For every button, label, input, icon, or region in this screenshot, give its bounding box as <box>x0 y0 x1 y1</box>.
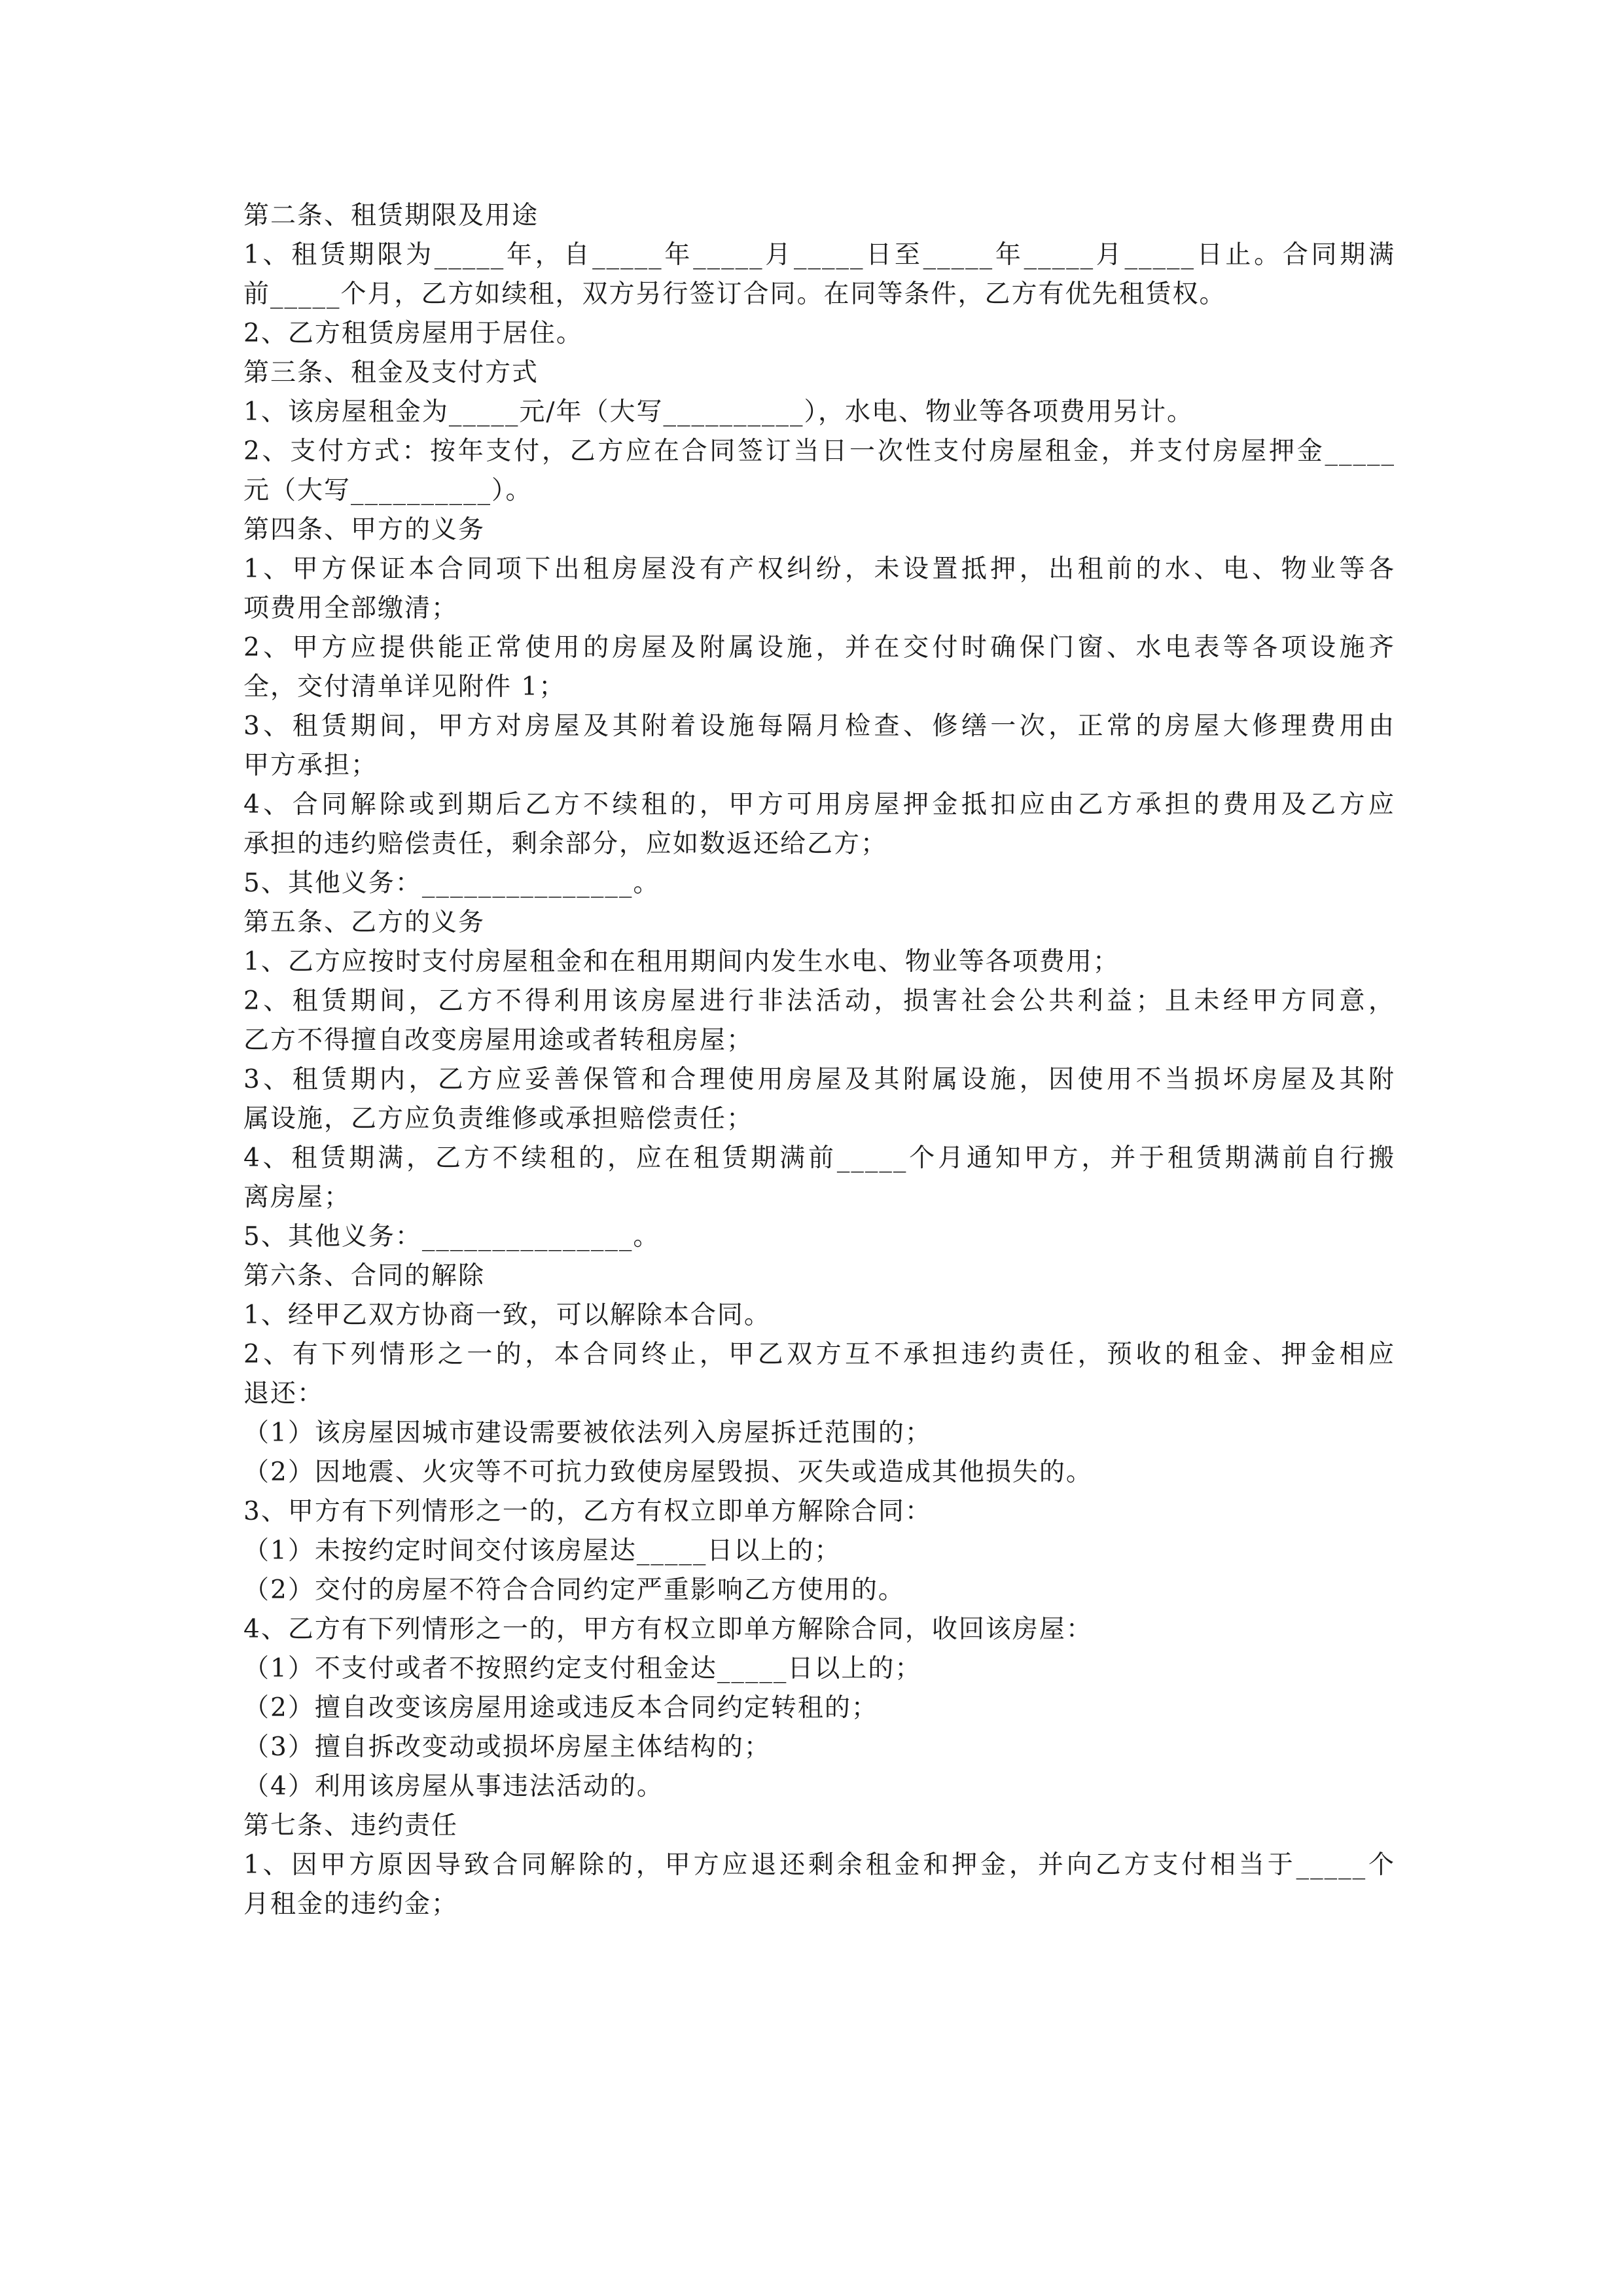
clause-line: 元（大写__________）。 <box>243 476 533 505</box>
clause-line: 乙方不得擅自改变房屋用途或者转租房屋； <box>243 1026 754 1055</box>
clause-line: 1、乙方应按时支付房屋租金和在租用期间内发生水电、物业等各项费用； <box>243 947 1120 977</box>
clause-line: （2）交付的房屋不符合合同约定严重影响乙方使用的。 <box>243 1575 905 1605</box>
clause-line: 承担的违约赔偿责任，剩余部分，应如数返还给乙方； <box>243 829 888 859</box>
clause-line: 1、甲方保证本合同项下出租房屋没有产权纠纷，未设置抵押，出租前的水、电、物业等各 <box>243 554 1395 584</box>
clause-line: 4、合同解除或到期后乙方不续租的，甲方可用房屋押金抵扣应由乙方承担的费用及乙方应 <box>243 790 1395 819</box>
clause-line: （4）利用该房屋从事违法活动的。 <box>243 1772 664 1801</box>
clause-line: 1、租赁期限为_____年，自_____年_____月_____日至_____年_____月_____日止。合同期满 <box>243 240 1395 270</box>
clause-line: 月租金的违约金； <box>243 1890 459 1919</box>
clause-line: （1）不支付或者不按照约定支付租金达_____日以上的； <box>243 1654 922 1683</box>
clause-line: 5、其他义务：_______________。 <box>243 869 660 898</box>
article-3-heading: 第三条、租金及支付方式 <box>243 358 539 387</box>
clause-line: 4、乙方有下列情形之一的，甲方有权立即单方解除合同，收回该房屋： <box>243 1615 1093 1644</box>
clause-line: 全，交付清单详见附件 1； <box>243 672 566 702</box>
clause-line: 4、租赁期满，乙方不续租的，应在租赁期满前_____个月通知甲方，并于租赁期满前自行搬 <box>243 1143 1395 1173</box>
article-6-heading: 第六条、合同的解除 <box>243 1261 486 1291</box>
clause-line: 2、乙方租赁房屋用于居住。 <box>243 319 583 348</box>
clause-line: 2、甲方应提供能正常使用的房屋及附属设施，并在交付时确保门窗、水电表等各项设施齐 <box>243 633 1395 662</box>
clause-line: （1）未按约定时间交付该房屋达_____日以上的； <box>243 1536 842 1566</box>
clause-line: （2）擅自改变该房屋用途或违反本合同约定转租的； <box>243 1693 878 1723</box>
clause-line: 2、租赁期间，乙方不得利用该房屋进行非法活动，损害社会公共利益；且未经甲方同意， <box>243 986 1395 1016</box>
clause-line: 5、其他义务：_______________。 <box>243 1222 660 1251</box>
clause-line: （3）擅自拆改变动或损坏房屋主体结构的； <box>243 1732 771 1762</box>
article-4-heading: 第四条、甲方的义务 <box>243 515 486 545</box>
article-2-heading: 第二条、租赁期限及用途 <box>243 201 539 230</box>
clause-line: 2、支付方式：按年支付，乙方应在合同签订当日一次性支付房屋租金，并支付房屋押金_____ <box>243 437 1395 466</box>
clause-line: （1）该房屋因城市建设需要被依法列入房屋拆迁范围的； <box>243 1418 932 1448</box>
article-7-heading: 第七条、违约责任 <box>243 1811 459 1840</box>
clause-line: （2）因地震、火灾等不可抗力致使房屋毁损、灭失或造成其他损失的。 <box>243 1458 1093 1487</box>
clause-line: 1、因甲方原因导致合同解除的，甲方应退还剩余租金和押金，并向乙方支付相当于_____个 <box>243 1850 1395 1880</box>
clause-line: 1、该房屋租金为_____元/年（大写__________），水电、物业等各项费用另计。 <box>243 397 1194 427</box>
clause-line: 2、有下列情形之一的，本合同终止，甲乙双方互不承担违约责任，预收的租金、押金相应 <box>243 1340 1395 1369</box>
clause-line: 3、租赁期内，乙方应妥善保管和合理使用房屋及其附属设施，因使用不当损坏房屋及其附 <box>243 1065 1395 1094</box>
contract-body <box>243 196 1395 1924</box>
clause-line: 离房屋； <box>243 1183 351 1212</box>
clause-line: 属设施，乙方应负责维修或承担赔偿责任； <box>243 1104 754 1134</box>
clause-line: 前_____个月，乙方如续租，双方另行签订合同。在同等条件，乙方有优先租赁权。 <box>243 279 1226 309</box>
clause-line: 1、经甲乙双方协商一致，可以解除本合同。 <box>243 1300 771 1330</box>
article-5-heading: 第五条、乙方的义务 <box>243 908 486 937</box>
clause-line: 3、甲方有下列情形之一的，乙方有权立即单方解除合同： <box>243 1497 932 1526</box>
clause-line: 项费用全部缴清； <box>243 594 459 623</box>
clause-line: 退还： <box>243 1379 325 1408</box>
clause-line: 3、租赁期间，甲方对房屋及其附着设施每隔月检查、修缮一次，正常的房屋大修理费用由 <box>243 711 1395 741</box>
clause-line: 甲方承担； <box>243 751 378 780</box>
